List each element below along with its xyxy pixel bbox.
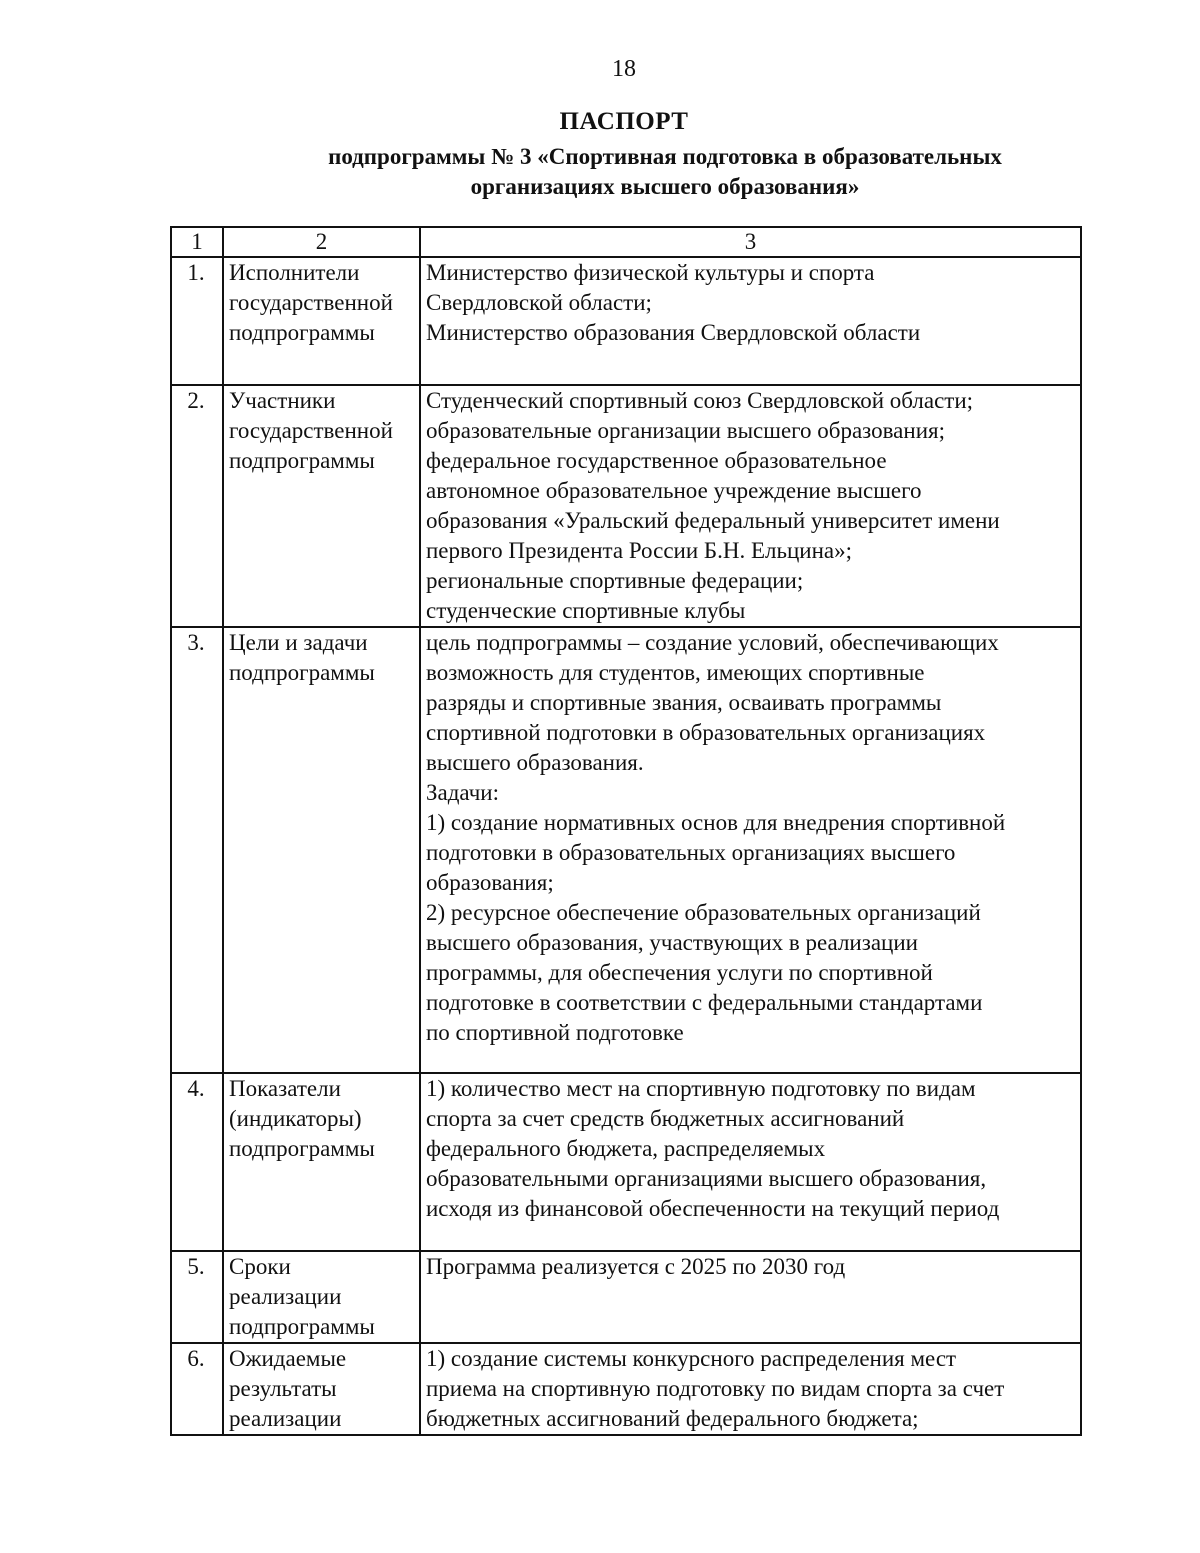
row-content [420,1251,1081,1343]
row-label-line: Показатели [229,1076,341,1101]
row-label [223,1251,420,1343]
row-label-line: подпрограммы [229,320,375,345]
header-cell-1: 1 [171,227,223,257]
row-content-line: региональные спортивные федерации; [426,568,804,593]
row-label-line: реализации [229,1406,342,1431]
row-content-line: исходя из финансовой обеспеченности на текущий период [426,1196,1000,1221]
row-number: 2. [171,385,223,627]
row-content-line: 2) ресурсное обеспечение образовательных организаций [426,900,981,925]
row-label [223,627,420,1073]
row-content-line: спорта за счет средств бюджетных ассигнований [426,1106,905,1131]
row-content [420,257,1081,385]
row-content-line: приема на спортивную подготовку по видам спорта за счет [426,1376,1005,1401]
table-row [171,257,1081,385]
row-content-line: подготовке в соответствии с федеральными стандартами [426,990,983,1015]
subtitle-line: организациях высшего образования» [470,174,860,199]
row-number: 6. [171,1343,223,1435]
row-content-line: Министерство образования Свердловской области [426,320,921,345]
page-number: 18 [612,56,636,82]
row-label-line: подпрограммы [229,660,375,685]
row-label [223,1343,420,1435]
row-label-line: (индикаторы) [229,1106,362,1131]
row-content-line: программы, для обеспечения услуги по спортивной [426,960,933,985]
row-content [420,385,1081,627]
document-title: ПАСПОРТ [559,108,689,135]
row-content-line: студенческие спортивные клубы [426,598,746,623]
row-content-line: 1) создание нормативных основ для внедрения спортивной [426,810,1006,835]
row-content [420,627,1081,1073]
row-label [223,1073,420,1251]
table-row [171,627,1081,1073]
row-label-line: подпрограммы [229,1314,375,1339]
header-cell-3: 3 [420,227,1081,257]
row-content-line: образовательными организациями высшего образования, [426,1166,987,1191]
row-number: 3. [171,627,223,1073]
row-label-line: результаты [229,1376,337,1401]
row-label-line: государственной [229,418,393,443]
row-content-line: Студенческий спортивный союз Свердловской области; [426,388,974,413]
row-content-line: бюджетных ассигнований федерального бюджета; [426,1406,919,1431]
row-content-line: образовательные организации высшего образования; [426,418,945,443]
row-label-line: подпрограммы [229,1136,375,1161]
row-label-line: Исполнители [229,260,360,285]
row-label-line: подпрограммы [229,448,375,473]
row-content-line: Задачи: [426,780,499,805]
table-row [171,1343,1081,1435]
subtitle-line: подпрограммы № 3 «Спортивная подготовка в образовательных [328,144,1002,169]
row-content-line: подготовки в образовательных организациях высшего [426,840,956,865]
row-label [223,257,420,385]
row-content-line: Министерство физической культуры и спорта [426,260,875,285]
table-row [171,1073,1081,1251]
row-number: 5. [171,1251,223,1343]
document-subtitle [200,142,1130,202]
row-label-line: Участники [229,388,336,413]
row-content-line: образования; [426,870,554,895]
row-content-line: цель подпрограммы – создание условий, обеспечивающих [426,630,999,655]
row-content [420,1343,1081,1435]
row-content-line: 1) создание системы конкурсного распределения мест [426,1346,957,1371]
row-label [223,385,420,627]
table-header-row [171,227,1081,257]
row-content-line: по спортивной подготовке [426,1020,684,1045]
row-label-line: государственной [229,290,393,315]
row-content-line: возможность для студентов, имеющих спортивные [426,660,925,685]
row-content-line: федеральное государственное образовательное [426,448,887,473]
header-cell-2: 2 [223,227,420,257]
row-content-line: спортивной подготовки в образовательных организациях [426,720,986,745]
row-content [420,1073,1081,1251]
row-label-line: Цели и задачи [229,630,368,655]
row-content-line: Программа реализуется с 2025 по 2030 год [426,1254,846,1279]
row-content-line: 1) количество мест на спортивную подготовку по видам [426,1076,976,1101]
table-row [171,1251,1081,1343]
row-label-line: реализации [229,1284,342,1309]
row-number: 1. [171,257,223,385]
row-content-line: федерального бюджета, распределяемых [426,1136,826,1161]
row-content-line: высшего образования. [426,750,644,775]
row-content-line: разряды и спортивные звания, осваивать программы [426,690,942,715]
row-label-line: Ожидаемые [229,1346,347,1371]
row-content-line: Свердловской области; [426,290,652,315]
row-content-line: первого Президента России Б.Н. Ельцина»; [426,538,853,563]
row-content-line: высшего образования, участвующих в реализации [426,930,918,955]
table-row [171,385,1081,627]
row-content-line: автономное образовательное учреждение высшего [426,478,922,503]
row-content-line: образования «Уральский федеральный университет имени [426,508,1000,533]
passport-table [170,226,1082,1436]
row-label-line: Сроки [229,1254,291,1279]
row-number: 4. [171,1073,223,1251]
